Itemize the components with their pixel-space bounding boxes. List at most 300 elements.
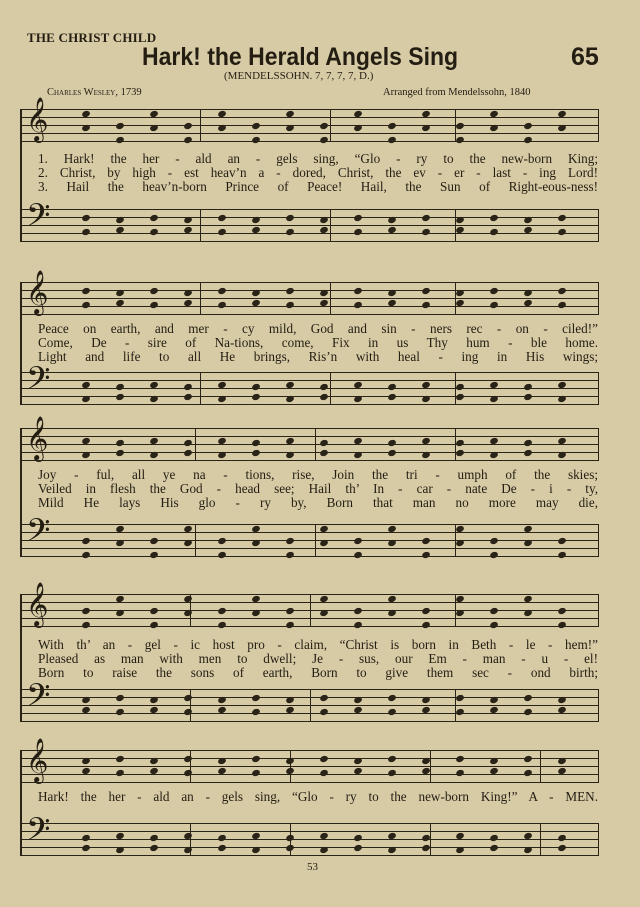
note-head bbox=[557, 706, 567, 714]
note-head bbox=[149, 696, 159, 704]
note-head bbox=[115, 595, 125, 603]
note-head bbox=[285, 767, 295, 775]
barline bbox=[598, 750, 599, 783]
note-head bbox=[251, 216, 261, 224]
bass-clef-icon: 𝄢 bbox=[26, 512, 51, 556]
note-head bbox=[81, 767, 91, 775]
note-head bbox=[455, 122, 465, 130]
barline bbox=[200, 109, 201, 142]
note-head bbox=[251, 539, 261, 547]
treble-clef-icon: 𝄞 bbox=[26, 97, 49, 141]
note-head bbox=[183, 393, 193, 401]
note-head bbox=[217, 228, 227, 236]
note-head bbox=[319, 383, 329, 391]
note-head bbox=[557, 551, 567, 559]
barline bbox=[598, 372, 599, 405]
note-head bbox=[319, 595, 329, 603]
note-head bbox=[285, 621, 295, 629]
note-head bbox=[557, 767, 567, 775]
note-head bbox=[421, 124, 431, 132]
note-head bbox=[353, 607, 363, 615]
note-head bbox=[251, 383, 261, 391]
note-head bbox=[183, 609, 193, 617]
note-head bbox=[421, 437, 431, 445]
note-head bbox=[387, 755, 397, 763]
note-head bbox=[421, 696, 431, 704]
note-head bbox=[523, 525, 533, 533]
note-head bbox=[115, 769, 125, 777]
note-head bbox=[217, 607, 227, 615]
note-head bbox=[149, 706, 159, 714]
note-head bbox=[149, 451, 159, 459]
note-head bbox=[523, 708, 533, 716]
note-head bbox=[557, 696, 567, 704]
note-head bbox=[183, 769, 193, 777]
note-head bbox=[115, 708, 125, 716]
note-head bbox=[489, 607, 499, 615]
note-head bbox=[319, 846, 329, 854]
note-head bbox=[115, 755, 125, 763]
note-head bbox=[217, 395, 227, 403]
note-head bbox=[149, 287, 159, 295]
note-head bbox=[149, 757, 159, 765]
note-head bbox=[523, 393, 533, 401]
note-head bbox=[285, 301, 295, 309]
note-head bbox=[251, 525, 261, 533]
note-head bbox=[455, 449, 465, 457]
note-head bbox=[115, 299, 125, 307]
note-head bbox=[217, 287, 227, 295]
note-head bbox=[149, 844, 159, 852]
note-head bbox=[217, 214, 227, 222]
note-head bbox=[353, 757, 363, 765]
lyric-line: Pleased as man with men to dwell; Je - sus, our Em - man - u - el! bbox=[38, 651, 598, 666]
barline bbox=[598, 524, 599, 557]
note-head bbox=[523, 694, 533, 702]
note-head bbox=[523, 216, 533, 224]
note-head bbox=[489, 437, 499, 445]
note-head bbox=[523, 289, 533, 297]
bass-clef-icon: 𝄢 bbox=[26, 811, 51, 855]
barline bbox=[195, 428, 196, 461]
note-head bbox=[319, 439, 329, 447]
bass-clef-icon: 𝄢 bbox=[26, 360, 51, 404]
lyric-line: Joy - ful, all ye na - tions, rise, Join the tri - umph of the skies; bbox=[38, 467, 598, 482]
note-head bbox=[489, 214, 499, 222]
note-head bbox=[387, 226, 397, 234]
note-head bbox=[353, 214, 363, 222]
note-head bbox=[251, 393, 261, 401]
lyric-line: Peace on earth, and mer - cy mild, God and sin - ners rec - on - ciled!” bbox=[38, 321, 598, 336]
barline bbox=[290, 750, 291, 783]
note-head bbox=[387, 383, 397, 391]
barline bbox=[315, 524, 316, 557]
note-head bbox=[149, 437, 159, 445]
section-heading: THE CHRIST CHILD bbox=[27, 30, 157, 45]
note-head bbox=[387, 694, 397, 702]
hymn-title: Hark! the Herald Angels Sing bbox=[142, 43, 459, 71]
note-head bbox=[421, 381, 431, 389]
note-head bbox=[421, 214, 431, 222]
note-head bbox=[217, 706, 227, 714]
note-head bbox=[217, 834, 227, 842]
bass-staff bbox=[22, 811, 598, 856]
note-head bbox=[115, 525, 125, 533]
note-head bbox=[523, 609, 533, 617]
note-head bbox=[217, 381, 227, 389]
lyric-line: Hark! the her - ald an - gels sing, “Glo - ry to the new-born King!” A - MEN. bbox=[38, 789, 598, 804]
note-head bbox=[115, 393, 125, 401]
note-head bbox=[81, 381, 91, 389]
note-head bbox=[319, 539, 329, 547]
note-head bbox=[149, 228, 159, 236]
lyric-line: Light and life to all He brings, Ris’n with heal - ing in His wings; bbox=[38, 349, 598, 364]
note-head bbox=[455, 393, 465, 401]
note-head bbox=[353, 844, 363, 852]
barline bbox=[598, 282, 599, 315]
note-head bbox=[353, 381, 363, 389]
note-head bbox=[523, 846, 533, 854]
note-head bbox=[557, 395, 567, 403]
note-head bbox=[421, 451, 431, 459]
note-head bbox=[319, 216, 329, 224]
note-head bbox=[353, 228, 363, 236]
note-head bbox=[217, 551, 227, 559]
note-head bbox=[183, 708, 193, 716]
note-head bbox=[557, 214, 567, 222]
note-head bbox=[489, 621, 499, 629]
note-head bbox=[81, 228, 91, 236]
note-head bbox=[353, 834, 363, 842]
bass-staff bbox=[22, 512, 598, 557]
note-head bbox=[523, 755, 533, 763]
note-head bbox=[115, 439, 125, 447]
note-head bbox=[387, 136, 397, 144]
note-head bbox=[81, 214, 91, 222]
note-head bbox=[115, 846, 125, 854]
note-head bbox=[251, 832, 261, 840]
lyric-line: Born to raise the sons of earth, Born to give them sec - ond birth; bbox=[38, 665, 598, 680]
note-head bbox=[421, 706, 431, 714]
note-head bbox=[455, 708, 465, 716]
note-head bbox=[149, 395, 159, 403]
note-head bbox=[387, 299, 397, 307]
barline bbox=[455, 209, 456, 242]
note-head bbox=[81, 757, 91, 765]
note-head bbox=[285, 214, 295, 222]
note-head bbox=[217, 757, 227, 765]
note-head bbox=[387, 449, 397, 457]
arranger-credit: Arranged from Mendelssohn, 1840 bbox=[383, 87, 531, 98]
note-head bbox=[285, 395, 295, 403]
note-head bbox=[149, 110, 159, 118]
note-head bbox=[319, 755, 329, 763]
note-head bbox=[387, 832, 397, 840]
treble-staff bbox=[22, 97, 598, 142]
note-head bbox=[387, 439, 397, 447]
note-head bbox=[489, 381, 499, 389]
note-head bbox=[523, 595, 533, 603]
note-head bbox=[115, 539, 125, 547]
note-head bbox=[455, 439, 465, 447]
note-head bbox=[421, 228, 431, 236]
note-head bbox=[183, 383, 193, 391]
note-head bbox=[183, 832, 193, 840]
note-head bbox=[115, 122, 125, 130]
note-head bbox=[557, 110, 567, 118]
note-head bbox=[251, 439, 261, 447]
barline bbox=[598, 823, 599, 856]
note-head bbox=[217, 767, 227, 775]
note-head bbox=[319, 769, 329, 777]
bass-staff bbox=[22, 360, 598, 405]
note-head bbox=[115, 383, 125, 391]
note-head bbox=[489, 228, 499, 236]
note-head bbox=[251, 846, 261, 854]
hymn-number: 65 bbox=[571, 43, 599, 71]
note-head bbox=[387, 609, 397, 617]
note-head bbox=[285, 696, 295, 704]
lyric-line: 3. Hail the heav’n-born Prince of Peace! Hail, the Sun of Right-eous-ness! bbox=[38, 179, 598, 194]
note-head bbox=[489, 767, 499, 775]
note-head bbox=[285, 228, 295, 236]
note-head bbox=[353, 537, 363, 545]
note-head bbox=[421, 287, 431, 295]
note-head bbox=[489, 451, 499, 459]
barline bbox=[330, 209, 331, 242]
note-head bbox=[523, 439, 533, 447]
page-number: 53 bbox=[307, 861, 318, 873]
note-head bbox=[81, 551, 91, 559]
note-head bbox=[421, 395, 431, 403]
note-head bbox=[285, 381, 295, 389]
note-head bbox=[421, 110, 431, 118]
note-head bbox=[251, 122, 261, 130]
note-head bbox=[421, 551, 431, 559]
barline bbox=[430, 823, 431, 856]
barline bbox=[598, 428, 599, 461]
barline bbox=[598, 689, 599, 722]
note-head bbox=[489, 395, 499, 403]
note-head bbox=[557, 301, 567, 309]
note-head bbox=[81, 621, 91, 629]
note-head bbox=[149, 214, 159, 222]
note-head bbox=[523, 769, 533, 777]
treble-staff bbox=[22, 416, 598, 461]
note-head bbox=[319, 525, 329, 533]
lyric-line: 2. Christ, by high - est heav’n a - dored, Christ, the ev - er - last - ing Lord! bbox=[38, 165, 598, 180]
note-head bbox=[557, 834, 567, 842]
note-head bbox=[557, 621, 567, 629]
note-head bbox=[557, 607, 567, 615]
note-head bbox=[455, 755, 465, 763]
note-head bbox=[285, 551, 295, 559]
note-head bbox=[217, 621, 227, 629]
note-head bbox=[353, 287, 363, 295]
note-head bbox=[489, 537, 499, 545]
note-head bbox=[183, 439, 193, 447]
note-head bbox=[115, 832, 125, 840]
barline bbox=[200, 209, 201, 242]
note-head bbox=[489, 287, 499, 295]
treble-clef-icon: 𝄞 bbox=[26, 416, 49, 460]
treble-staff bbox=[22, 582, 598, 627]
note-head bbox=[557, 228, 567, 236]
note-head bbox=[81, 110, 91, 118]
note-head bbox=[455, 769, 465, 777]
note-head bbox=[251, 694, 261, 702]
barline bbox=[315, 428, 316, 461]
note-head bbox=[455, 383, 465, 391]
note-head bbox=[455, 289, 465, 297]
note-head bbox=[455, 226, 465, 234]
note-head bbox=[217, 124, 227, 132]
note-head bbox=[149, 551, 159, 559]
barline bbox=[330, 372, 331, 405]
note-head bbox=[183, 755, 193, 763]
note-head bbox=[557, 381, 567, 389]
note-head bbox=[183, 694, 193, 702]
note-head bbox=[115, 694, 125, 702]
note-head bbox=[489, 301, 499, 309]
note-head bbox=[523, 136, 533, 144]
note-head bbox=[149, 537, 159, 545]
note-head bbox=[81, 834, 91, 842]
note-head bbox=[319, 393, 329, 401]
barline bbox=[310, 689, 311, 722]
note-head bbox=[183, 289, 193, 297]
note-head bbox=[489, 844, 499, 852]
note-head bbox=[81, 696, 91, 704]
note-head bbox=[455, 595, 465, 603]
barline bbox=[310, 594, 311, 627]
barline bbox=[430, 750, 431, 783]
note-head bbox=[251, 449, 261, 457]
note-head bbox=[353, 395, 363, 403]
note-head bbox=[319, 136, 329, 144]
note-head bbox=[183, 449, 193, 457]
bass-staff bbox=[22, 197, 598, 242]
note-head bbox=[319, 832, 329, 840]
note-head bbox=[285, 124, 295, 132]
note-head bbox=[115, 226, 125, 234]
note-head bbox=[319, 122, 329, 130]
barline bbox=[540, 750, 541, 783]
note-head bbox=[149, 621, 159, 629]
note-head bbox=[523, 122, 533, 130]
barline bbox=[200, 372, 201, 405]
barline bbox=[598, 209, 599, 242]
note-head bbox=[489, 124, 499, 132]
note-head bbox=[353, 110, 363, 118]
note-head bbox=[489, 834, 499, 842]
note-head bbox=[115, 609, 125, 617]
note-head bbox=[285, 757, 295, 765]
note-head bbox=[523, 539, 533, 547]
note-head bbox=[455, 299, 465, 307]
note-head bbox=[285, 451, 295, 459]
note-head bbox=[183, 122, 193, 130]
note-head bbox=[115, 449, 125, 457]
note-head bbox=[353, 706, 363, 714]
note-head bbox=[115, 289, 125, 297]
note-head bbox=[285, 706, 295, 714]
note-head bbox=[387, 539, 397, 547]
note-head bbox=[81, 395, 91, 403]
note-head bbox=[387, 595, 397, 603]
bass-staff bbox=[22, 677, 598, 722]
note-head bbox=[81, 451, 91, 459]
note-head bbox=[387, 708, 397, 716]
note-head bbox=[217, 696, 227, 704]
lyric-line: 1. Hark! the her - ald an - gels sing, “Glo - ry to the new-born King; bbox=[38, 151, 598, 166]
note-head bbox=[149, 124, 159, 132]
barline bbox=[540, 823, 541, 856]
barline bbox=[195, 524, 196, 557]
note-head bbox=[421, 537, 431, 545]
note-head bbox=[81, 287, 91, 295]
note-head bbox=[387, 122, 397, 130]
note-head bbox=[455, 216, 465, 224]
note-head bbox=[319, 694, 329, 702]
note-head bbox=[523, 383, 533, 391]
note-head bbox=[557, 287, 567, 295]
note-head bbox=[353, 124, 363, 132]
note-head bbox=[557, 537, 567, 545]
note-head bbox=[455, 609, 465, 617]
note-head bbox=[353, 451, 363, 459]
note-head bbox=[81, 706, 91, 714]
note-head bbox=[285, 844, 295, 852]
note-head bbox=[149, 767, 159, 775]
note-head bbox=[489, 551, 499, 559]
note-head bbox=[251, 755, 261, 763]
note-head bbox=[81, 437, 91, 445]
note-head bbox=[183, 595, 193, 603]
note-head bbox=[319, 289, 329, 297]
note-head bbox=[285, 607, 295, 615]
treble-staff bbox=[22, 738, 598, 783]
note-head bbox=[387, 769, 397, 777]
note-head bbox=[319, 609, 329, 617]
note-head bbox=[387, 525, 397, 533]
lyric-line: Come, De - sire of Na-tions, come, Fix in us Thy hum - ble home. bbox=[38, 335, 598, 350]
note-head bbox=[115, 136, 125, 144]
author-credit: Charles Wesley, 1739 bbox=[47, 87, 142, 98]
note-head bbox=[285, 110, 295, 118]
bass-clef-icon: 𝄢 bbox=[26, 197, 51, 241]
note-head bbox=[183, 226, 193, 234]
note-head bbox=[251, 708, 261, 716]
note-head bbox=[387, 846, 397, 854]
note-head bbox=[455, 525, 465, 533]
note-head bbox=[251, 595, 261, 603]
note-head bbox=[217, 844, 227, 852]
note-head bbox=[285, 834, 295, 842]
note-head bbox=[251, 289, 261, 297]
note-head bbox=[319, 226, 329, 234]
note-head bbox=[489, 706, 499, 714]
treble-clef-icon: 𝄞 bbox=[26, 738, 49, 782]
note-head bbox=[353, 301, 363, 309]
note-head bbox=[183, 539, 193, 547]
note-head bbox=[489, 696, 499, 704]
note-head bbox=[217, 537, 227, 545]
note-head bbox=[353, 621, 363, 629]
note-head bbox=[489, 110, 499, 118]
note-head bbox=[183, 846, 193, 854]
note-head bbox=[285, 287, 295, 295]
